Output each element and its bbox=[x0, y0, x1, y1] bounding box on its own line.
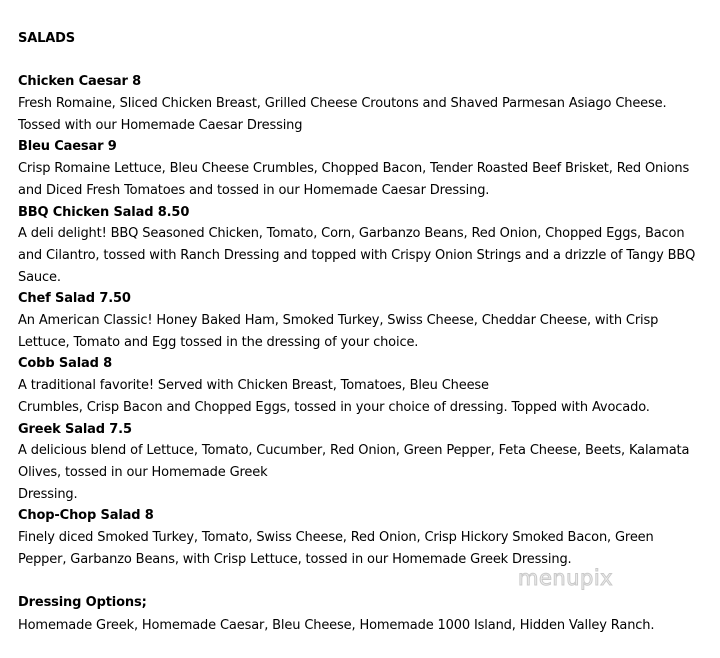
salad-name-cobb: Cobb Salad 8 bbox=[18, 356, 113, 371]
salad-description-line: Dressing. bbox=[18, 487, 78, 502]
menupix-watermark: menupix bbox=[518, 566, 614, 590]
salad-description-line: Crisp Romaine Lettuce, Bleu Cheese Crumbles, Chopped Bacon, Tender Roasted Beef Brisket, Red Onions bbox=[18, 161, 690, 176]
salad-name-greek: Greek Salad 7.5 bbox=[18, 422, 132, 437]
salad-description-line: A delicious blend of Lettuce, Tomato, Cucumber, Red Onion, Green Pepper, Feta Cheese, Beets, Kalamata bbox=[18, 443, 690, 458]
salad-name-chef: Chef Salad 7.50 bbox=[18, 291, 131, 306]
salad-description-line: and Cilantro, tossed with Ranch Dressing and topped with Crispy Onion Strings and a drizzle of Tangy BBQ bbox=[18, 248, 696, 263]
salad-description-line: Olives, tossed in our Homemade Greek bbox=[18, 465, 268, 480]
dressing-options-list: Homemade Greek, Homemade Caesar, Bleu Cheese, Homemade 1000 Island, Hidden Valley Ranch. bbox=[18, 618, 655, 633]
salad-name-bbq-chicken: BBQ Chicken Salad 8.50 bbox=[18, 205, 190, 220]
salad-description-line: Crumbles, Crisp Bacon and Chopped Eggs, tossed in your choice of dressing. Topped with Avocado. bbox=[18, 400, 650, 415]
salad-description-line: A traditional favorite! Served with Chicken Breast, Tomatoes, Bleu Cheese bbox=[18, 378, 489, 393]
salad-description-line: Finely diced Smoked Turkey, Tomato, Swiss Cheese, Red Onion, Crisp Hickory Smoked Bacon, Green bbox=[18, 530, 654, 545]
salad-description-line: Lettuce, Tomato and Egg tossed in the dressing of your choice. bbox=[18, 335, 419, 350]
salad-description-line: An American Classic! Honey Baked Ham, Smoked Turkey, Swiss Cheese, Cheddar Cheese, with Crisp bbox=[18, 313, 659, 328]
salad-description-line: A deli delight! BBQ Seasoned Chicken, Tomato, Corn, Garbanzo Beans, Red Onion, Chopped Eggs, Bacon bbox=[18, 226, 685, 241]
salad-description-line: Sauce. bbox=[18, 270, 61, 285]
salad-name-chicken-caesar: Chicken Caesar 8 bbox=[18, 74, 142, 89]
dressing-options-title: Dressing Options; bbox=[18, 595, 147, 610]
salad-description-line: Fresh Romaine, Sliced Chicken Breast, Grilled Cheese Croutons and Shaved Parmesan Asiago Cheese. bbox=[18, 96, 667, 111]
salad-name-chop-chop: Chop-Chop Salad 8 bbox=[18, 508, 154, 523]
section-title: SALADS bbox=[18, 31, 76, 46]
salad-description-line: Pepper, Garbanzo Beans, with Crisp Lettuce, tossed in our Homemade Greek Dressing. bbox=[18, 552, 572, 567]
salad-description-line: and Diced Fresh Tomatoes and tossed in our Homemade Caesar Dressing. bbox=[18, 183, 490, 198]
salad-name-bleu-caesar: Bleu Caesar 9 bbox=[18, 139, 117, 154]
salad-description-line: Tossed with our Homemade Caesar Dressing bbox=[18, 118, 303, 133]
